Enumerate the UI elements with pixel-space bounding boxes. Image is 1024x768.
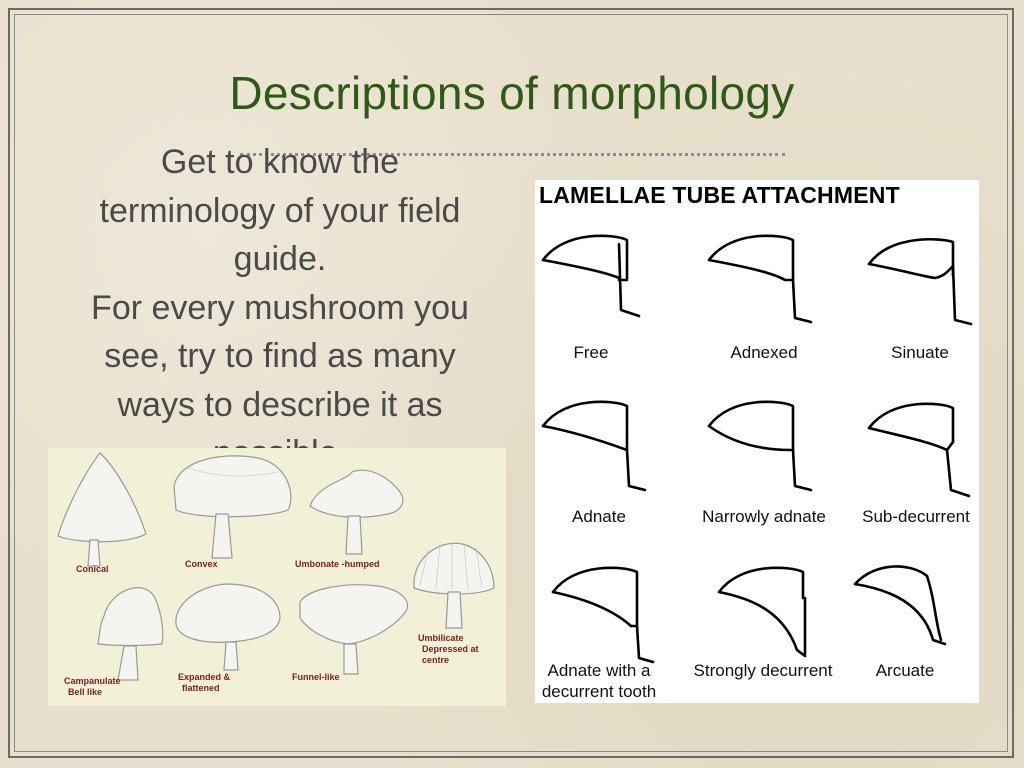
free-diagram-icon [543, 236, 639, 316]
cap-label-conical: Conical [76, 564, 109, 574]
funnel-cap-icon [300, 585, 408, 644]
strongly-decurrent-diagram-icon [719, 568, 805, 656]
stem-icon [344, 644, 358, 674]
gill-label-sinuate: Sinuate [891, 343, 949, 362]
stem-icon [212, 514, 232, 558]
gill-label-strongly-decurrent: Strongly decurrent [693, 661, 833, 680]
figure-title: LAMELLAE TUBE ATTACHMENT [539, 182, 900, 208]
stem-icon [446, 592, 462, 628]
cap-label-bell-like: Bell like [68, 687, 103, 697]
cap-label-campanulate: Campanulate [64, 676, 121, 686]
arcuate-diagram-icon [855, 566, 945, 644]
gill-label-free: Free [573, 343, 609, 362]
cap-label-funnel: Funnel-like [292, 672, 340, 682]
narrowly-adnate-diagram-icon [709, 402, 811, 490]
body-line: ways to describe it as [117, 385, 443, 424]
adnate-diagram-icon [543, 402, 645, 490]
body-text [40, 138, 520, 478]
campanulate-cap-icon [98, 588, 163, 646]
stem-icon [224, 642, 238, 670]
expanded-cap-icon [176, 584, 280, 642]
body-line: guide. [233, 240, 327, 278]
gill-label-arcuate: Arcuate [875, 661, 935, 680]
cap-label-umbonate: Umbonate -humped [295, 559, 380, 569]
cap-shapes-figure [48, 448, 506, 706]
cap-label-umbilicate: Umbilicate [418, 633, 464, 643]
convex-cap-icon [174, 456, 291, 517]
cap-label-convex: Convex [185, 559, 218, 569]
gill-label-adnexed: Adnexed [730, 343, 798, 362]
cap-shapes-drawing [48, 448, 506, 706]
sinuate-diagram-icon [869, 239, 971, 324]
lamellae-attachment-figure [535, 180, 979, 703]
body-line: see, try to find as many [104, 337, 456, 375]
umbonate-cap-icon [310, 470, 403, 517]
gill-label-narrowly-adnate: Narrowly adnate [702, 507, 826, 526]
cap-label-centre: centre [422, 655, 450, 665]
gill-label-adnate-tooth: Adnate with a decurrent tooth [541, 661, 657, 701]
body-line: For every mushroom you [91, 288, 469, 327]
adnexed-diagram-icon [709, 236, 811, 322]
body-line: Get to know the [160, 143, 400, 181]
body-line: terminology of your field [99, 191, 461, 230]
cap-label-expanded: Expanded & [178, 672, 231, 682]
stem-icon [88, 540, 100, 566]
stem-icon [346, 516, 362, 554]
gill-label-sub-decurrent: Sub-decurrent [862, 507, 970, 526]
conical-cap-icon [58, 453, 146, 542]
cap-label-flattened: flattened [182, 683, 220, 693]
gill-label-adnate: Adnate [572, 507, 626, 526]
gill-diagrams [535, 180, 979, 703]
cap-label-depressed: Depressed at [422, 644, 479, 654]
stem-icon [118, 646, 138, 680]
adnate-tooth-diagram-icon [553, 568, 653, 662]
slide-title: Descriptions of morphology [229, 67, 795, 119]
sub-decurrent-diagram-icon [869, 404, 969, 496]
